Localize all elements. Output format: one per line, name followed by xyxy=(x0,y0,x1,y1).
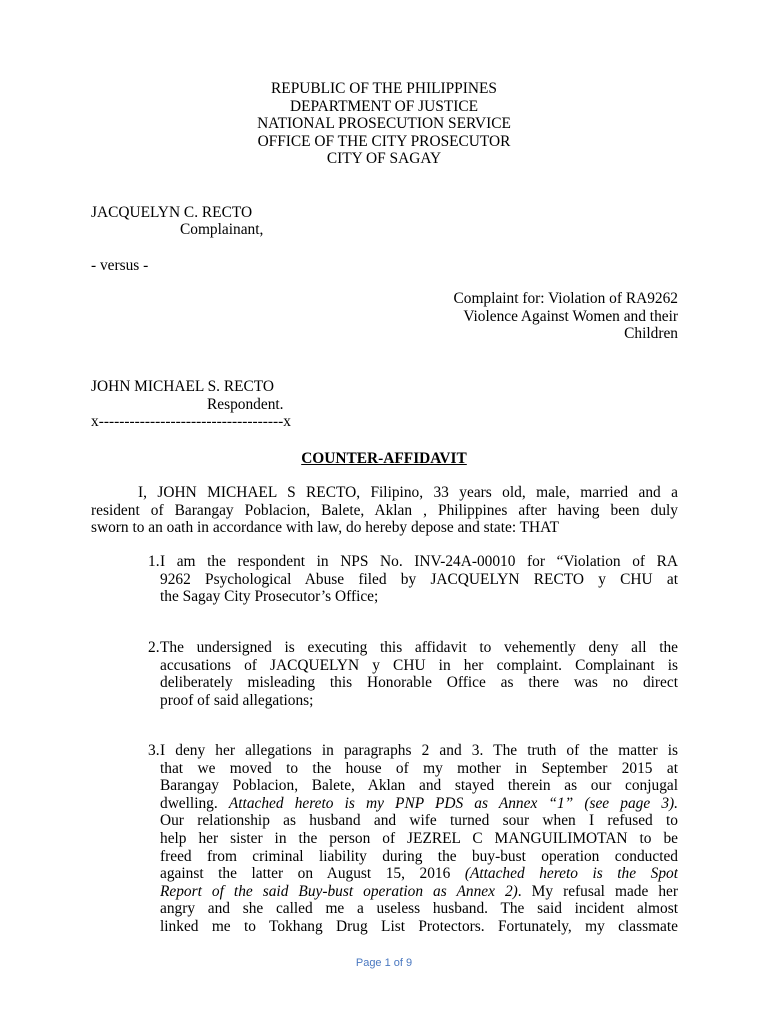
list-item-segment: dwelling. xyxy=(160,794,218,812)
respondent-role: Respondent. xyxy=(207,396,284,413)
list-item-line xyxy=(160,883,678,901)
list-item-line: linked me to Tokhang Drug List Protectors. Fortunately, my classmate xyxy=(160,917,678,935)
list-number: 3. xyxy=(148,742,160,759)
document-header xyxy=(0,80,768,168)
list-item-line: deliberately misleading this Honorable Office as there was no direct xyxy=(160,674,678,692)
list-item-line: freed from criminal liability during the buy-bust operation conducted xyxy=(160,847,678,865)
list-item-line: I deny her allegations in paragraphs 2 and 3. The truth of the matter is xyxy=(160,742,678,759)
complaint-line-2: Violence Against Women and their xyxy=(463,307,678,325)
header-line-republic: REPUBLIC OF THE PHILIPPINES xyxy=(271,80,497,97)
list-item-segment: . My refusal made her xyxy=(517,882,678,900)
list-item-annex-ref: Attached hereto is my PNP PDS as Annex “1” (see page 3). xyxy=(228,794,678,812)
intro-paragraph xyxy=(91,484,678,537)
header-line-service: NATIONAL PROSECUTION SERVICE xyxy=(257,115,511,133)
header-line-city: CITY OF SAGAY xyxy=(326,150,442,168)
list-item-line: 9262 Psychological Abuse filed by JACQUELYN RECTO y CHU at xyxy=(160,570,678,588)
list-number: 2. xyxy=(148,639,160,656)
versus-label: - versus - xyxy=(91,257,149,274)
list-item xyxy=(91,742,678,936)
intro-line: sworn to an oath in accordance with law, do hereby depose and state: THAT xyxy=(91,519,559,537)
list-item-line: I am the respondent in NPS No. INV-24A-00010 for “Violation of RA xyxy=(160,553,678,570)
list-item-segment: against the latter on August 15, 2016 xyxy=(160,865,451,883)
respondent-name: JOHN MICHAEL S. RECTO xyxy=(91,378,274,395)
header-line-department: DEPARTMENT OF JUSTICE xyxy=(289,97,479,115)
list-item-text xyxy=(160,639,678,709)
list-item-text xyxy=(160,553,678,606)
list-item-annex-ref: (Attached hereto is the Spot xyxy=(464,865,678,883)
list-item-line: accusations of JACQUELYN y CHU in her complaint. Complainant is xyxy=(160,656,678,674)
list-item-line: proof of said allegations; xyxy=(160,691,314,709)
caption-separator: x------------------------------------x xyxy=(91,413,291,430)
list-item-line xyxy=(160,795,678,813)
list-item-text xyxy=(160,742,678,936)
page-number-footer: Page 1 of 9 xyxy=(355,957,413,969)
intro-line: resident of Barangay Poblacion, Balete, Aklan , Philippines after having been duly xyxy=(91,501,678,519)
complaint-line-3: Children xyxy=(624,325,678,343)
list-item-line: angry and she called me a useless husband. The said incident almost xyxy=(160,900,678,918)
list-item-line: help her sister in the person of JEZREL C MANGUILIMOTAN to be xyxy=(160,829,678,847)
list-item-line xyxy=(160,865,678,883)
list-item-line: Barangay Poblacion, Balete, Aklan and stayed therein as our conjugal xyxy=(160,777,678,795)
list-item-line: that we moved to the house of my mother in September 2015 at xyxy=(160,759,678,777)
list-item-line: Our relationship as husband and wife turned sour when I refused to xyxy=(160,812,678,830)
list-item-line: the Sagay City Prosecutor’s Office; xyxy=(160,588,379,606)
complaint-line-1: Complaint for: Violation of RA9262 xyxy=(453,290,678,307)
header-line-office: OFFICE OF THE CITY PROSECUTOR xyxy=(257,132,511,150)
document-title: COUNTER-AFFIDAVIT xyxy=(301,450,467,467)
intro-line: I, JOHN MICHAEL S RECTO, Filipino, 33 years old, male, married and a xyxy=(138,484,678,501)
list-item xyxy=(91,639,678,709)
list-item-annex-ref: Report of the said Buy-bust operation as Annex 2) xyxy=(160,882,518,900)
list-item-line: The undersigned is executing this affidavit to vehemently deny all the xyxy=(160,639,678,656)
complainant-name: JACQUELYN C. RECTO xyxy=(91,204,253,221)
complaint-block xyxy=(453,290,678,343)
complainant-role: Complainant, xyxy=(180,221,264,238)
list-number: 1. xyxy=(148,553,160,570)
list-item xyxy=(91,553,678,606)
